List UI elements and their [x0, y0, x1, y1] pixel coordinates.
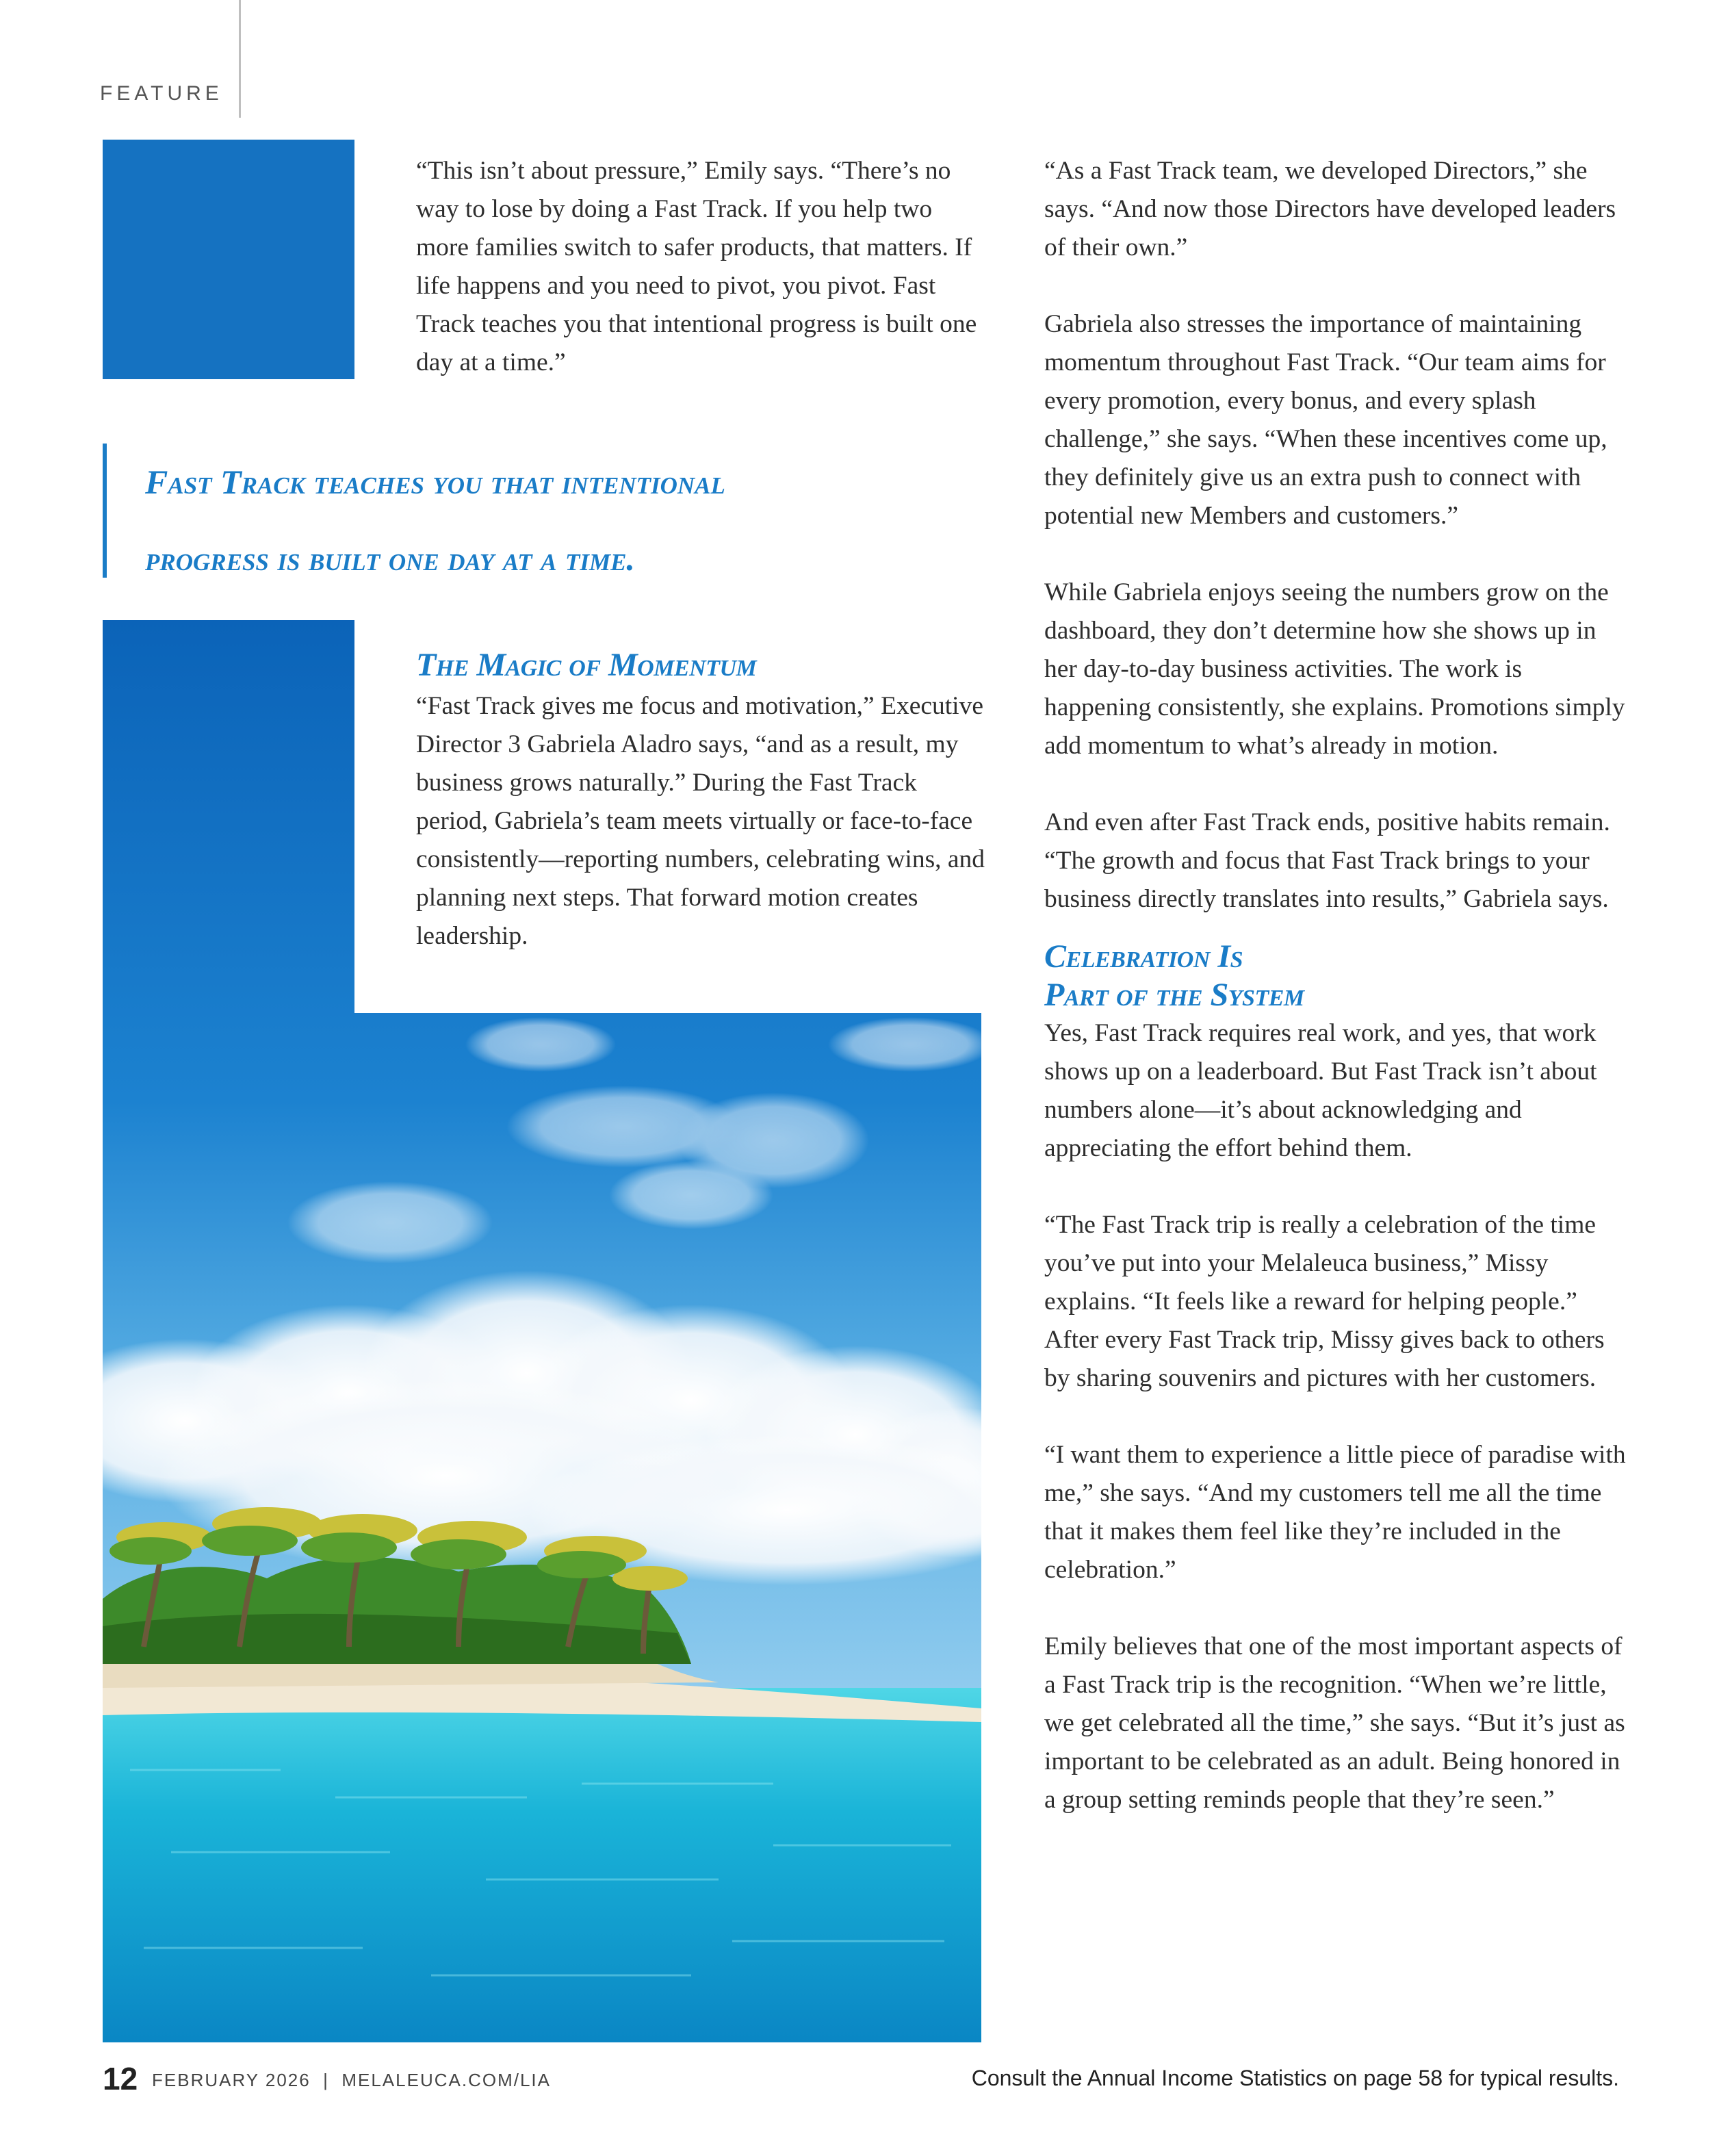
decorative-blue-block	[103, 140, 354, 379]
section-label: FEATURE	[100, 82, 223, 105]
pull-quote-line: Fast Track teaches you that intentional	[145, 463, 725, 501]
pull-quote-line: progress is built one day at a time.	[145, 539, 635, 578]
paragraph: Yes, Fast Track requires real work, and yes, that work shows up on a leaderboard. But Fast Track isn’t about numbers alone—it’s about acknowledging and appreciating the effort behind them.	[1044, 1019, 1597, 1162]
heading-line: Part of the System	[1044, 977, 1304, 1013]
magic-column	[416, 687, 991, 955]
paragraph: “This isn’t about pressure,” Emily says. “There’s no way to lose by doing a Fast Track. If you help two more families switch to safer products, that matters. If life happens and you need to pivot, you pivot. Fast Track teaches you that intentional progress is built one day at a time.”	[416, 157, 977, 376]
paragraph: Emily believes that one of the most important aspects of a Fast Track trip is the recognition. “When we’re little, we get celebrated all the time,” she says. “But it’s just as important to be celebrated as an adult. Being honored in a group setting reminds people that they’re seen.”	[1044, 1632, 1625, 1814]
paragraph: Gabriela also stresses the importance of maintaining momentum throughout Fast Track. “Our team aims for every promotion, every bonus, and every splash challenge,” she says. “When these incentives come up, they definitely give us an extra push to connect with potential new Members and customers.”	[1044, 310, 1607, 530]
paragraph: “Fast Track gives me focus and motivation,” Executive Director 3 Gabriela Aladro says, “and as a result, my business grows naturally.” During the Fast Track period, Gabriela’s team meets virtually or face-to-face consistently—reporting numbers, celebrating wins, and planning next steps. That forward motion creates leadership.	[416, 692, 985, 950]
right-column	[1044, 152, 1633, 1819]
paragraph: While Gabriela enjoys seeing the numbers grow on the dashboard, they don’t determine how she shows up in her day-to-day business activities. The work is happening consistently, she explains. Promotions simply add momentum to what’s already in motion.	[1044, 578, 1625, 760]
disclaimer-note: Consult the Annual Income Statistics on page 58 for typical results.	[971, 2066, 1619, 2090]
paragraph: “I want them to experience a little piece of paradise with me,” she says. “And my customers tell me all the time that it makes them feel like they’re included in the celebration.”	[1044, 1441, 1626, 1584]
section-heading-magic: The Magic of Momentum	[416, 647, 757, 683]
intro-column	[416, 152, 991, 382]
heading-line: Celebration Is	[1044, 938, 1243, 975]
paragraph: “The Fast Track trip is really a celebration of the time you’ve put into your Melaleuca business,” Missy explains. “It feels like a reward for helping people.” After every Fast Track trip, Missy gives back to others by sharing souvenirs and pictures with her customers.	[1044, 1211, 1605, 1392]
section-heading-celebration	[1044, 938, 1633, 1014]
pull-quote	[103, 444, 992, 578]
paragraph: And even after Fast Track ends, positive habits remain. “The growth and focus that Fast Track brings to your business directly translates into results,” Gabriela says.	[1044, 808, 1610, 913]
page-number: 12	[103, 2061, 138, 2096]
issue-and-url: FEBRUARY 2026 | MELALEUCA.COM/LIA	[152, 2070, 551, 2090]
paragraph: “As a Fast Track team, we developed Directors,” she says. “And now those Directors have developed leaders of their own.”	[1044, 157, 1616, 261]
section-divider	[239, 0, 241, 118]
page-footer	[103, 2060, 1619, 2099]
